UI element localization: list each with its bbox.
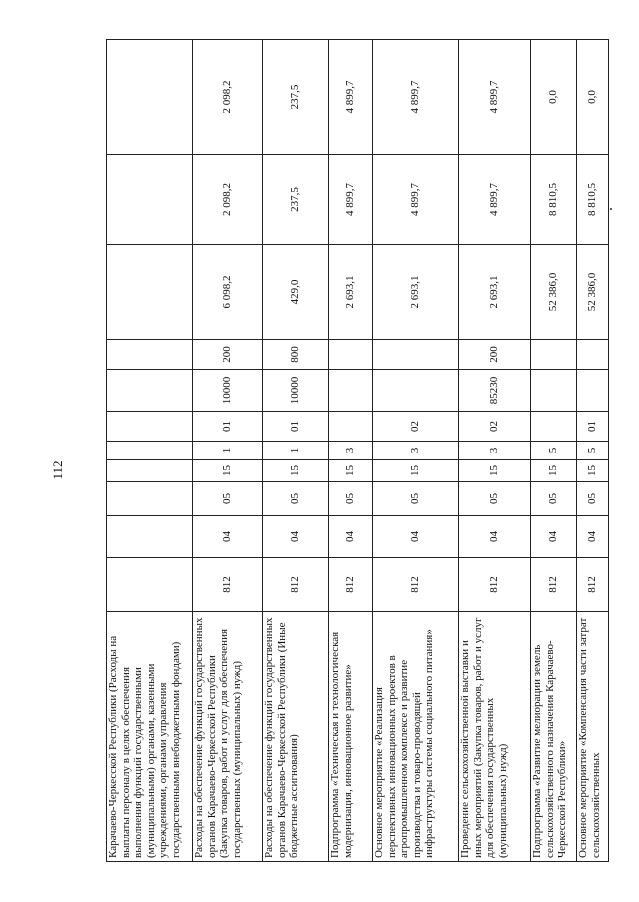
scan-speck bbox=[610, 208, 612, 210]
cell-ministry-code bbox=[107, 558, 193, 612]
cell-program bbox=[107, 460, 193, 482]
cell-ministry-code: 812 bbox=[373, 558, 459, 612]
cell-event: 02 bbox=[373, 412, 459, 442]
budget-table bbox=[106, 39, 609, 862]
row-name: Проведение сельскохозяйственной выставки и иных мероприятий (Закупка товаров, работ и услуг для обеспечения государственных (муниципальных) нужд) bbox=[459, 612, 531, 862]
cell-subprogram: 3 bbox=[329, 442, 373, 460]
table-row bbox=[531, 40, 577, 862]
cell-event bbox=[329, 412, 373, 442]
row-name: Основное мероприятие «Реализация перспективных инновационных проектов в агропромышленном комплексе и развитие производства и товаро-проводящей инфраструктуры системы социального питания» bbox=[373, 612, 459, 862]
cell-event: 02 bbox=[459, 412, 531, 442]
cell-subsection: 05 bbox=[459, 482, 531, 516]
cell-subsection: 05 bbox=[193, 482, 263, 516]
cell-amount-3: 0,0 bbox=[577, 40, 609, 155]
cell-subsection: 05 bbox=[531, 482, 577, 516]
cell-amount-3: 2 098,2 bbox=[193, 40, 263, 155]
cell-event bbox=[107, 412, 193, 442]
cell-subprogram bbox=[107, 442, 193, 460]
cell-amount-1: 2 693,1 bbox=[329, 245, 373, 340]
page-number: 112 bbox=[50, 460, 65, 480]
cell-amount-1: 52 386,0 bbox=[577, 245, 609, 340]
cell-ministry-code: 812 bbox=[531, 558, 577, 612]
budget-table-wrapper bbox=[106, 40, 618, 862]
cell-event: 01 bbox=[263, 412, 329, 442]
cell-expense-type bbox=[531, 340, 577, 370]
cell-amount-3: 4 899,7 bbox=[373, 40, 459, 155]
table-row bbox=[373, 40, 459, 862]
cell-section: 04 bbox=[373, 516, 459, 558]
cell-program: 15 bbox=[531, 460, 577, 482]
cell-section bbox=[107, 516, 193, 558]
cell-section: 04 bbox=[577, 516, 609, 558]
cell-subprogram: 5 bbox=[531, 442, 577, 460]
cell-amount-2: 4 899,7 bbox=[459, 155, 531, 245]
cell-subprogram: 3 bbox=[459, 442, 531, 460]
row-name: Расходы на обеспечение функций государственных органов Карачаево-Черкесской Республики (Закупка товаров, работ и услуг для обеспечения государственных (муниципальных) нужд) bbox=[193, 612, 263, 862]
cell-direction bbox=[531, 370, 577, 412]
cell-ministry-code: 812 bbox=[577, 558, 609, 612]
cell-event: 01 bbox=[193, 412, 263, 442]
cell-subprogram: 1 bbox=[193, 442, 263, 460]
cell-amount-2: 4 899,7 bbox=[329, 155, 373, 245]
cell-amount-3 bbox=[107, 40, 193, 155]
cell-ministry-code: 812 bbox=[193, 558, 263, 612]
table-row bbox=[193, 40, 263, 862]
cell-amount-1: 6 098,2 bbox=[193, 245, 263, 340]
row-name: Карачаево-Черкесской Республики (Расходы на выплаты персоналу в целях обеспечения выполнения функций государственными (муниципальными) органами, казенными учреждениями, органами управления государственными внебюджетными фондами) bbox=[107, 612, 193, 862]
cell-section: 04 bbox=[193, 516, 263, 558]
cell-amount-1: 2 693,1 bbox=[459, 245, 531, 340]
cell-subprogram: 5 bbox=[577, 442, 609, 460]
cell-direction: 10000 bbox=[193, 370, 263, 412]
cell-event bbox=[531, 412, 577, 442]
cell-direction bbox=[373, 370, 459, 412]
cell-amount-2: 237,5 bbox=[263, 155, 329, 245]
row-name: Подпрограмма «Техническая и технологическая модернизация, инновационное развитие» bbox=[329, 612, 373, 862]
cell-expense-type: 200 bbox=[193, 340, 263, 370]
table-row bbox=[107, 40, 193, 862]
table-row bbox=[459, 40, 531, 862]
cell-ministry-code: 812 bbox=[459, 558, 531, 612]
cell-program: 15 bbox=[329, 460, 373, 482]
cell-expense-type: 200 bbox=[459, 340, 531, 370]
cell-section: 04 bbox=[263, 516, 329, 558]
cell-amount-1: 429,0 bbox=[263, 245, 329, 340]
cell-amount-1: 52 386,0 bbox=[531, 245, 577, 340]
cell-amount-3: 4 899,7 bbox=[459, 40, 531, 155]
cell-amount-2: 4 899,7 bbox=[373, 155, 459, 245]
rotated-page-content bbox=[106, 40, 618, 862]
cell-subsection: 05 bbox=[373, 482, 459, 516]
cell-amount-3: 237,5 bbox=[263, 40, 329, 155]
row-name: Расходы на обеспечение функций государственных органов Карачаево-Черкесской Республики (Иные бюджетные ассигнования) bbox=[263, 612, 329, 862]
cell-amount-2 bbox=[107, 155, 193, 245]
cell-program: 15 bbox=[193, 460, 263, 482]
cell-event: 01 bbox=[577, 412, 609, 442]
cell-expense-type bbox=[373, 340, 459, 370]
cell-section: 04 bbox=[459, 516, 531, 558]
cell-ministry-code: 812 bbox=[263, 558, 329, 612]
cell-program: 15 bbox=[577, 460, 609, 482]
table-body bbox=[107, 40, 609, 862]
cell-direction bbox=[577, 370, 609, 412]
cell-section: 04 bbox=[531, 516, 577, 558]
cell-expense-type: 800 bbox=[263, 340, 329, 370]
cell-direction: 10000 bbox=[263, 370, 329, 412]
cell-direction bbox=[107, 370, 193, 412]
row-name: Подпрограмма «Развитие мелиорации земель сельскохозяйственного назначения Карачаево-Черкесской Республики» bbox=[531, 612, 577, 862]
cell-amount-2: 8 810,5 bbox=[531, 155, 577, 245]
cell-subsection: 05 bbox=[577, 482, 609, 516]
row-name: Основное мероприятие «Компенсация части затрат сельскохозяйственных bbox=[577, 612, 609, 862]
cell-expense-type bbox=[577, 340, 609, 370]
cell-amount-3: 0,0 bbox=[531, 40, 577, 155]
table-row bbox=[577, 40, 609, 862]
cell-expense-type bbox=[107, 340, 193, 370]
cell-subsection bbox=[107, 482, 193, 516]
cell-direction: 85230 bbox=[459, 370, 531, 412]
cell-subsection: 05 bbox=[329, 482, 373, 516]
cell-amount-1: 2 693,1 bbox=[373, 245, 459, 340]
cell-direction bbox=[329, 370, 373, 412]
cell-expense-type bbox=[329, 340, 373, 370]
cell-amount-2: 2 098,2 bbox=[193, 155, 263, 245]
cell-subsection: 05 bbox=[263, 482, 329, 516]
cell-amount-1 bbox=[107, 245, 193, 340]
cell-subprogram: 3 bbox=[373, 442, 459, 460]
cell-program: 15 bbox=[263, 460, 329, 482]
cell-amount-2: 8 810,5 bbox=[577, 155, 609, 245]
cell-subprogram: 1 bbox=[263, 442, 329, 460]
cell-program: 15 bbox=[373, 460, 459, 482]
table-row bbox=[329, 40, 373, 862]
cell-program: 15 bbox=[459, 460, 531, 482]
cell-ministry-code: 812 bbox=[329, 558, 373, 612]
cell-amount-3: 4 899,7 bbox=[329, 40, 373, 155]
table-row bbox=[263, 40, 329, 862]
cell-section: 04 bbox=[329, 516, 373, 558]
